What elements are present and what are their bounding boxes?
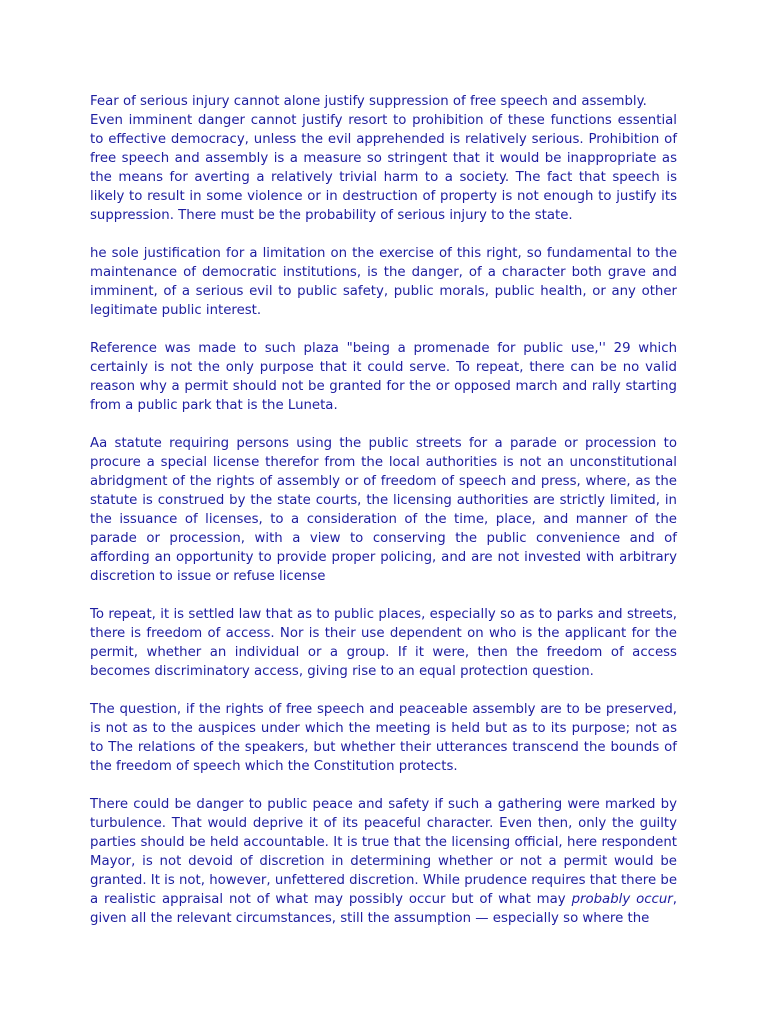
paragraph-1-body: Even imminent danger cannot justify resort to prohibition of these functions essential to effective democracy, unless the evil apprehended is relatively serious. Prohibition of free speech and assembly is a measure so stringent that it would be inappropriate as the means for averting a relatively trivial harm to a society. The fact that speech is likely to result in some violence or in destruction of property is not enough to justify its suppression. There must be the probability of serious injury to the state. bbox=[90, 113, 677, 223]
paragraph-7 bbox=[90, 795, 677, 928]
paragraph-4: Aa statute requiring persons using the public streets for a parade or procession to procure a special license therefor from the local authorities is not an unconstitutional abridgment of the rights of assembly or of freedom of speech and press, where, as the statute is construed by the state courts, the licensing authorities are strictly limited, in the issuance of licenses, to a consideration of the time, place, and manner of the parade or procession, with a view to conserving the public convenience and of affording an opportunity to provide proper policing, and are not invested with arbitrary discretion to issue or refuse license bbox=[90, 436, 677, 584]
document-page bbox=[90, 92, 677, 928]
paragraph-2: he sole justification for a limitation on the exercise of this right, so fundamental to the maintenance of democratic institutions, is the danger, of a character both grave and imminent, of a serious evil to public safety, public morals, public health, or any other legitimate public interest. bbox=[90, 246, 677, 318]
paragraph-7-text: There could be danger to public peace and safety if such a gathering were marked by turbulence. That would deprive it of its peaceful character. Even then, only the guilty parties should be held accountable. It is true that the licensing official, here respondent Mayor, is not devoid of discretion in determining whether or not a permit would be granted. It is not, however, unfettered discretion. While prudence requires that there be a realistic appraisal not of what may possibly occur but of what may bbox=[90, 797, 677, 907]
paragraph-3: Reference was made to such plaza "being a promenade for public use,'' 29 which certainly is not the only purpose that it could serve. To repeat, there can be no valid reason why a permit should not be granted for the or opposed march and rally starting from a public park that is the Luneta. bbox=[90, 341, 677, 413]
paragraph-7-italic-text: probably occur bbox=[571, 892, 673, 907]
paragraph-1 bbox=[90, 92, 677, 225]
paragraph-5: To repeat, it is settled law that as to public places, especially so as to parks and streets, there is freedom of access. Nor is their use dependent on who is the applicant for the permit, whether an individual or a group. If it were, then the freedom of access becomes discriminatory access, giving rise to an equal protection question. bbox=[90, 607, 677, 679]
paragraph-1-line-1: Fear of serious injury cannot alone justify suppression of free speech and assembly. bbox=[90, 94, 647, 109]
paragraph-6: The question, if the rights of free speech and peaceable assembly are to be preserved, is not as to the auspices under which the meeting is held but as to its purpose; not as to The relations of the speakers, but whether their utterances transcend the bounds of the freedom of speech which the Constitution protects. bbox=[90, 702, 677, 774]
paragraph-7-text-end: , given all the relevant circumstances, still the assumption — especially so where the bbox=[90, 892, 677, 926]
